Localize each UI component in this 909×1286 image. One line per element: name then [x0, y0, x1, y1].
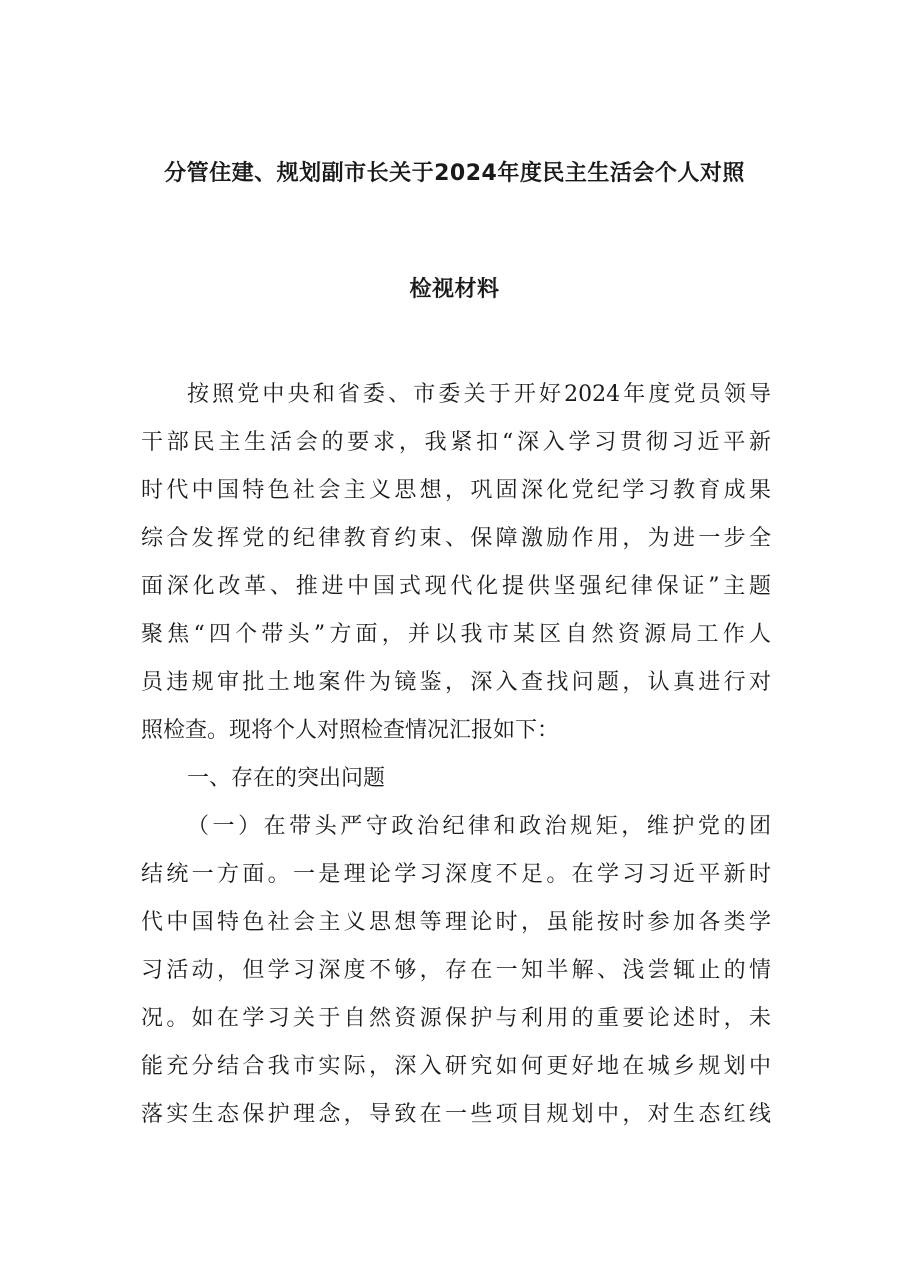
- paragraph-line: 习活动，但学习深度不够，存在一知半解、浅尝辄止的情: [141, 958, 771, 983]
- paragraph-line: 员违规审批土地案件为镜鉴，深入查找问题，认真进行对: [141, 670, 771, 695]
- paragraph-line: 按照党中央和省委、市委关于开好2024年度党员领导: [187, 382, 771, 407]
- paragraph-line: （一）在带头严守政治纪律和政治规矩，维护党的团: [187, 814, 771, 839]
- paragraph-line: 时代中国特色社会主义思想，巩固深化党纪学习教育成果: [141, 478, 771, 503]
- paragraph-line: 代中国特色社会主义思想等理论时，虽能按时参加各类学: [141, 910, 771, 935]
- paragraph-line: 面深化改革、推进中国式现代化提供坚强纪律保证”主题: [141, 574, 771, 599]
- paragraph-line: 结统一方面。一是理论学习深度不足。在学习习近平新时: [141, 862, 771, 887]
- paragraph-line: 聚焦“四个带头”方面，并以我市某区自然资源局工作人: [141, 622, 771, 647]
- document-title-line-2: 检视材料: [409, 277, 500, 302]
- paragraph-line: 能充分结合我市实际，深入研究如何更好地在城乡规划中: [141, 1054, 771, 1079]
- section-heading: 一、存在的突出问题: [187, 766, 386, 791]
- paragraph-line: 落实生态保护理念，导致在一些项目规划中，对生态红线: [141, 1102, 771, 1127]
- paragraph-line: 干部民主生活会的要求，我紧扣“深入学习贯彻习近平新: [141, 430, 771, 455]
- paragraph-line: 况。如在学习关于自然资源保护与利用的重要论述时，未: [141, 1006, 771, 1031]
- document-title-line-1: 分管住建、规划副市长关于2024年度民主生活会个人对照: [164, 161, 745, 186]
- paragraph-line: 照检查。现将个人对照检查情况汇报如下：: [141, 718, 560, 743]
- paragraph-line: 综合发挥党的纪律教育约束、保障激励作用，为进一步全: [141, 526, 771, 551]
